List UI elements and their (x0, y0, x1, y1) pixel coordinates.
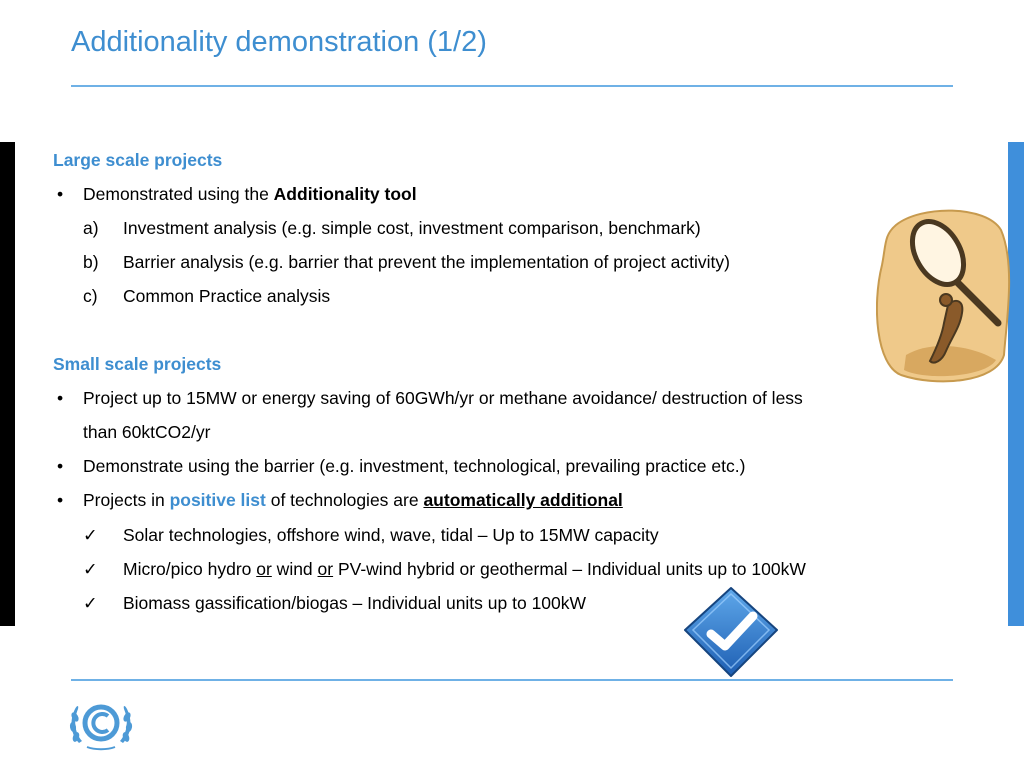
list-item-text: Investment analysis (e.g. simple cost, investment comparison, benchmark) (123, 218, 701, 238)
large-bullet (57, 183, 417, 205)
footer-divider (71, 679, 953, 681)
check-item-text: Biomass gassification/biogas – Individual units up to 100kW (123, 593, 587, 613)
positive-list-text: positive list (169, 490, 266, 510)
bullet-marker: • (57, 456, 64, 476)
check-item-text-part: Micro/pico hydro (123, 559, 257, 579)
check-item-text: Solar technologies, offshore wind, wave, tidal – Up to 15MW capacity (123, 525, 659, 545)
check-marker-icon: ✓ (83, 525, 98, 545)
magnifier-explorer-icon (876, 205, 1012, 385)
small-scale-heading: Small scale projects (53, 354, 222, 374)
automatically-additional-text: automatically additional (423, 490, 623, 510)
list-item (83, 251, 730, 273)
small-bullet-2 (57, 455, 746, 477)
small-bullet-3-middle: of technologies are (265, 490, 424, 510)
check-item (83, 558, 806, 580)
check-marker-icon: ✓ (83, 559, 98, 579)
check-item-text-part: wind (271, 559, 318, 579)
list-item (83, 217, 701, 239)
large-bullet-text: Demonstrated using the (83, 184, 274, 204)
list-item-text: Common Practice analysis (123, 286, 331, 306)
bullet-marker: • (57, 184, 64, 204)
left-accent-bar (0, 142, 15, 626)
additionality-tool-text: Additionality tool (273, 184, 417, 204)
title-divider (71, 85, 953, 87)
small-bullet-3 (57, 489, 623, 511)
small-bullet-2-text: Demonstrate using the barrier (e.g. investment, technological, prevailing practice etc.) (83, 456, 746, 476)
slide-title: Additionality demonstration (1/2) (71, 26, 487, 58)
check-item-text-part: PV-wind hybrid or geothermal – Individual units up to 100kW (333, 559, 806, 579)
list-marker: b) (83, 252, 99, 272)
check-item (83, 592, 587, 614)
large-scale-heading: Large scale projects (53, 150, 223, 170)
check-marker-icon: ✓ (83, 593, 98, 613)
small-bullet-3-prefix: Projects in (83, 490, 170, 510)
list-item (83, 285, 331, 307)
unfccc-logo-icon (67, 699, 135, 751)
small-bullet-1 (57, 387, 803, 409)
list-item-text: Barrier analysis (e.g. barrier that prevent the implementation of project activity) (123, 252, 730, 272)
bullet-marker: • (57, 490, 64, 510)
or-underlined: or (317, 559, 334, 579)
check-item (83, 524, 659, 546)
bullet-marker: • (57, 388, 64, 408)
list-marker: a) (83, 218, 99, 238)
small-bullet-1-line-1: Project up to 15MW or energy saving of 60GWh/yr or methane avoidance/ destruction of less (83, 388, 803, 408)
small-bullet-1-continuation: than 60ktCO2/yr (83, 422, 211, 442)
checkmark-badge-icon (683, 586, 779, 678)
list-marker: c) (83, 286, 98, 306)
or-underlined: or (256, 559, 272, 579)
